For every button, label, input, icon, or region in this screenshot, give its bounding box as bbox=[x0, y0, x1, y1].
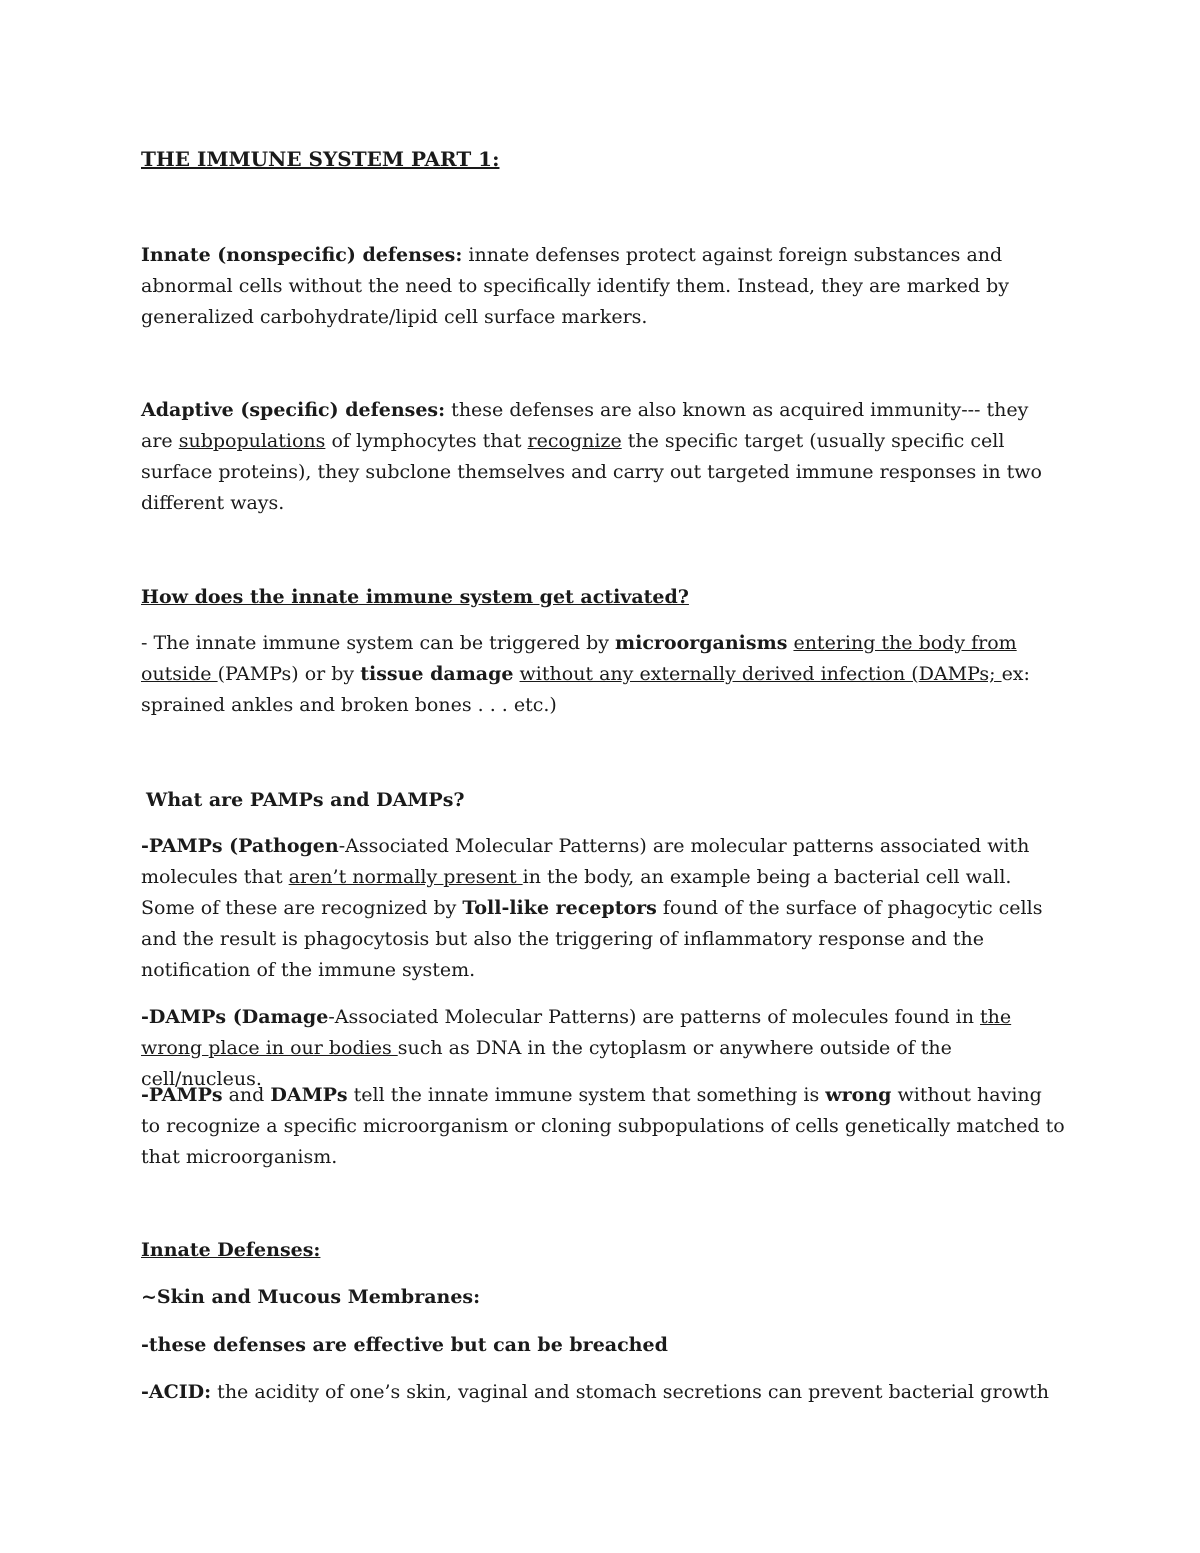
activation-bold-microorganisms: microorganisms bbox=[615, 632, 788, 654]
activation-text-3: (PAMPs) or by bbox=[217, 663, 361, 685]
both-bold-damps: DAMPs bbox=[270, 1084, 348, 1106]
both-text-1: and bbox=[222, 1084, 271, 1106]
skin-heading: ~Skin and Mucous Membranes: bbox=[141, 1286, 481, 1308]
damps-text-1: -Associated Molecular Patterns) are patterns of molecules found in bbox=[328, 1006, 981, 1028]
both-bold-wrong: wrong bbox=[825, 1084, 892, 1106]
activation-underline-damps: DAMPs; bbox=[918, 663, 1002, 685]
activation-bold-tissue-damage: tissue damage bbox=[360, 663, 514, 685]
activation-text-5: ex: sprained ankles and broken bones . . . etc.) bbox=[141, 663, 1030, 716]
pamps-underline: aren’t normally present bbox=[288, 866, 523, 888]
pamps-damps-heading: What are PAMPs and DAMPs? bbox=[146, 789, 465, 811]
breach-line: -these defenses are effective but can be breached bbox=[141, 1334, 668, 1356]
adaptive-text-1: these defenses are also known as acquired immunity--- they are bbox=[141, 399, 1029, 452]
activation-underline-infection: without any externally derived infection ( bbox=[519, 663, 919, 685]
damps-text-2: such as DNA in the cytoplasm or anywhere outside of the cell/nucleus. bbox=[141, 1037, 952, 1090]
damps-bold-term: -DAMPs (Damage bbox=[141, 1006, 329, 1028]
adaptive-underline-subpopulations: subpopulations bbox=[178, 430, 326, 452]
acid-text: the acidity of one’s skin, vaginal and stomach secretions can prevent bacterial growth bbox=[211, 1381, 1049, 1403]
both-bold-pamps: -PAMPs bbox=[141, 1084, 223, 1106]
innate-term: Innate (nonspecific) defenses: bbox=[141, 244, 463, 266]
page-title: THE IMMUNE SYSTEM PART 1: bbox=[141, 147, 500, 171]
damps-underline: the wrong place in our bodies bbox=[141, 1006, 1012, 1059]
pamps-bold-term: -PAMPs (Pathogen bbox=[141, 835, 339, 857]
acid-paragraph bbox=[141, 1377, 1066, 1408]
innate-defenses-paragraph bbox=[141, 240, 1066, 333]
both-text-3: without having to recognize a specific microorganism or cloning subpopulations of cells genetically matched to that microorganism. bbox=[141, 1084, 1065, 1168]
acid-bold-term: -ACID: bbox=[141, 1381, 212, 1403]
both-text-2: tell the innate immune system that something is bbox=[347, 1084, 826, 1106]
innate-text: innate defenses protect against foreign substances and abnormal cells without the need to specifically identify them. Instead, they are marked by generalized carbohydrate/lipid cell surface markers. bbox=[141, 244, 1009, 328]
pamps-bold-toll-like: Toll-like receptors bbox=[462, 897, 657, 919]
adaptive-text-3: the specific target (usually specific cell surface proteins), they subclone themselves and carry out targeted immune responses in two different ways. bbox=[141, 430, 1042, 514]
activation-underline-outside: entering the body from outside bbox=[141, 632, 1017, 685]
adaptive-underline-recognize: recognize bbox=[527, 430, 622, 452]
pamps-paragraph bbox=[141, 831, 1066, 986]
adaptive-term: Adaptive (specific) defenses: bbox=[141, 399, 446, 421]
adaptive-defenses-paragraph bbox=[141, 395, 1066, 519]
innate-defenses-heading: Innate Defenses: bbox=[141, 1239, 321, 1261]
pamps-and-damps-paragraph bbox=[141, 1080, 1066, 1173]
activation-text-1: - The innate immune system can be triggered by bbox=[141, 632, 616, 654]
adaptive-text-2: of lymphocytes that bbox=[325, 430, 528, 452]
pamps-text-3: found of the surface of phagocytic cells and the result is phagocytosis but also the triggering of inflammatory response and the notification of the immune system. bbox=[141, 897, 1043, 981]
pamps-text-1: -Associated Molecular Patterns) are molecular patterns associated with molecules that bbox=[141, 835, 1030, 888]
activation-heading: How does the innate immune system get activated? bbox=[141, 586, 689, 608]
pamps-text-2: in the body, an example being a bacterial cell wall. Some of these are recognized by bbox=[141, 866, 1012, 919]
activation-paragraph bbox=[141, 628, 1066, 721]
